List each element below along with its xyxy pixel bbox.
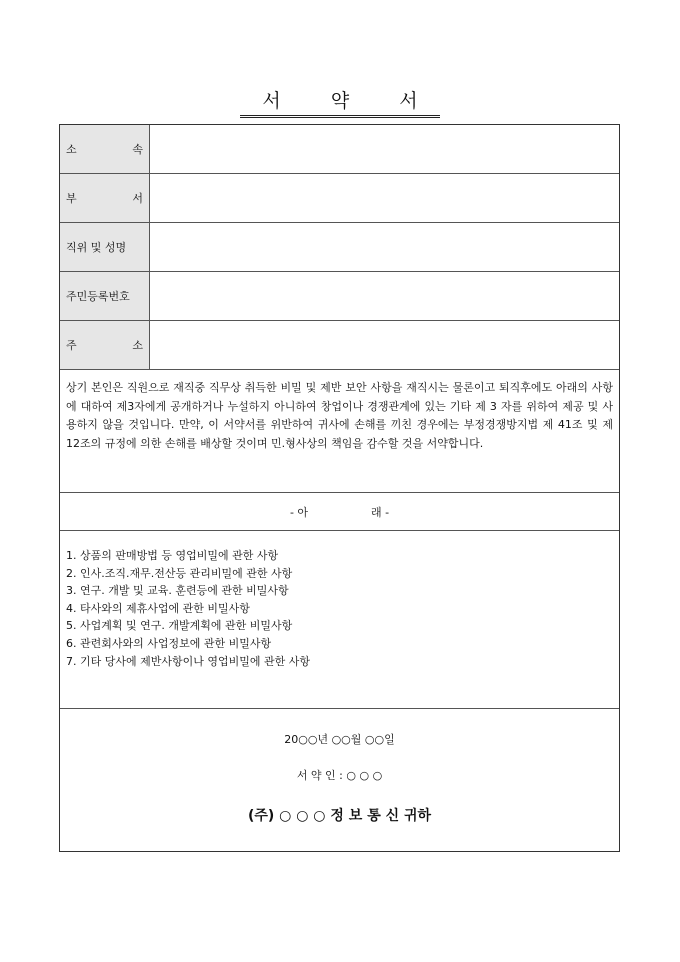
label-part-right: 소 <box>132 339 143 352</box>
field-label-resident-number: 주민등록번호 <box>60 272 150 320</box>
field-value-position-name[interactable] <box>150 223 619 271</box>
pledge-paragraph: 상기 본인은 직원으로 재직중 직무상 취득한 비밀 및 제반 보안 사항을 재직시는 물론이고 퇴직후에도 아래의 사항에 대하여 제3자에게 공개하거나 누설하지 아니하여 창업이나 경쟁관계에 있는 기타 제 3 자를 위하여 제공 및 사용하지 않을 것입니다. 만약, 이 서약서를 위반하여 귀사에 손해를 끼친 경우에는 부정경쟁방지법 제 41조 및 제 12조의 규정에 의한 손해를 배상할 것이며 민.형사상의 책임을 감수할 것을 서약합니다. <box>60 370 619 493</box>
field-row-department <box>60 174 619 223</box>
list-item: 5. 사업계획 및 연구. 개발계획에 관한 비밀사항 <box>66 619 293 633</box>
pledge-date: 20○○년 ○○월 ○○일 <box>284 733 395 746</box>
field-value-resident-number[interactable] <box>150 272 619 320</box>
addressee-company: (주) ○ ○ ○ 정 보 통 신 귀하 <box>247 808 432 824</box>
confidential-items-list <box>60 531 619 709</box>
ahrae-heading-row <box>60 493 619 531</box>
list-item: 1. 상품의 판매방법 등 영업비밀에 관한 사항 <box>66 549 279 562</box>
label-part-right: 서 <box>132 192 143 205</box>
label-part-left: 주 <box>66 339 77 352</box>
field-row-affiliation <box>60 125 619 174</box>
list-item: 6. 관련회사와의 사업정보에 관한 비밀사항 <box>66 636 272 650</box>
field-label-position-name: 직위 및 성명 <box>60 223 150 271</box>
field-label-affiliation <box>60 125 150 173</box>
document-title: 서 약 서 <box>240 86 439 118</box>
label-part-left: 부 <box>66 192 77 205</box>
field-row-address <box>60 321 619 370</box>
field-value-affiliation[interactable] <box>150 125 619 173</box>
field-value-address[interactable] <box>150 321 619 369</box>
field-row-resident-number <box>60 272 619 321</box>
label-part-left: 소 <box>66 143 77 156</box>
list-item: 4. 타사와의 제휴사업에 관한 비밀사항 <box>66 601 250 615</box>
field-label-department <box>60 174 150 222</box>
signer-line: 서 약 인 : ○ ○ ○ <box>296 769 383 782</box>
field-value-department[interactable] <box>150 174 619 222</box>
pledge-form <box>59 124 620 852</box>
list-item: 7. 기타 당사에 제반사항이나 영업비밀에 관한 사항 <box>66 654 310 668</box>
field-row-position-name <box>60 223 619 272</box>
list-item: 2. 인사.조직.재무.전산등 관리비밀에 관한 사항 <box>66 566 293 580</box>
list-item: 3. 연구. 개발 및 교육. 훈련등에 관한 비밀사항 <box>66 584 289 598</box>
ahrae-heading: - 아 래 - <box>289 505 390 519</box>
label-part-right: 속 <box>132 143 143 156</box>
document-title-wrap <box>0 86 680 118</box>
field-label-address <box>60 321 150 369</box>
